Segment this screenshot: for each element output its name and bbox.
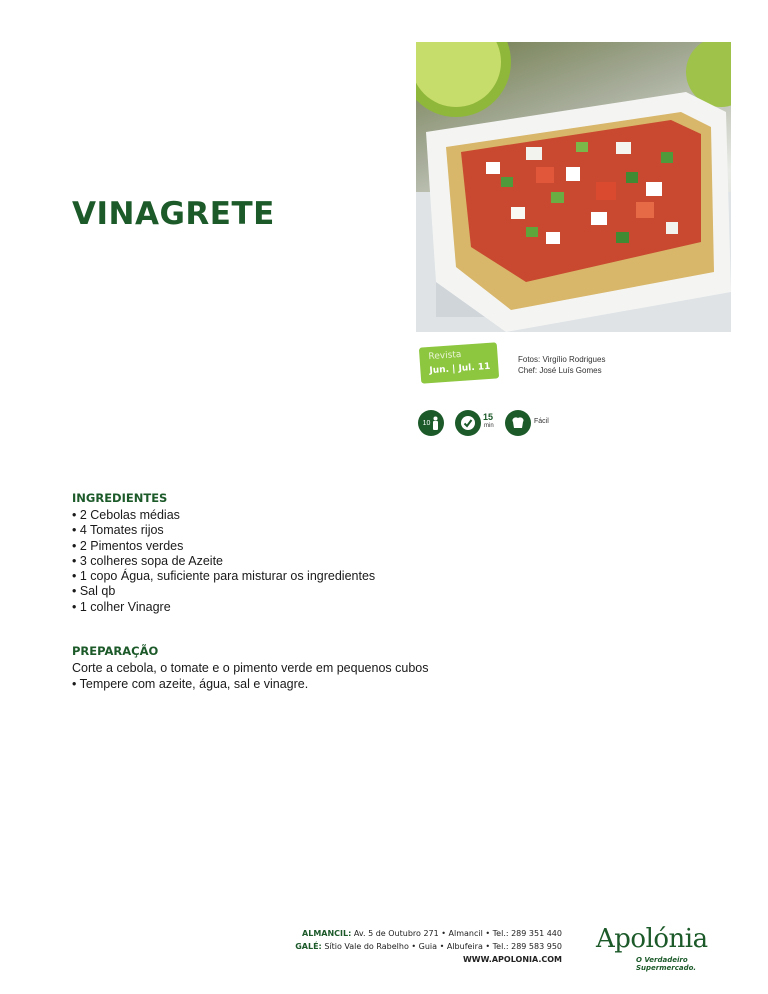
time-value: 15: [483, 412, 494, 422]
list-item: • 1 copo Água, suficiente para misturar os ingredientes: [72, 569, 376, 584]
badge-label: Revista: [428, 349, 462, 363]
recipe-photo: [416, 42, 731, 332]
recipe-title: VINAGRETE: [72, 196, 275, 232]
almancil-label: ALMANCIL:: [302, 929, 352, 938]
time-unit: min: [484, 423, 494, 429]
preparation-line: • Tempere com azeite, água, sal e vinagre.: [72, 676, 309, 691]
photo-credit: Fotos: Virgílio Rodrigues: [518, 355, 606, 364]
servings-value: 10: [422, 419, 431, 427]
list-item: • 2 Pimentos verdes: [72, 538, 184, 553]
preparation-line: Corte a cebola, o tomate e o pimento verde em pequenos cubos: [72, 661, 429, 675]
clock-icon: [455, 410, 481, 436]
difficulty-label: Fácil: [534, 418, 549, 425]
badge-issue: Jun. | Jul. 11: [429, 361, 491, 377]
vinaigrette-dish-illustration: [416, 42, 731, 332]
list-item: • 2 Cebolas médias: [72, 508, 180, 522]
list-item: • 4 Tomates rijos: [72, 523, 164, 538]
list-item: • 1 colher Vinagre: [72, 599, 171, 614]
brand-name: Apolónia: [596, 924, 708, 954]
credits: [518, 354, 605, 376]
list-item: • Sal qb: [72, 584, 116, 599]
ingredients-heading: INGREDIENTES: [72, 491, 168, 505]
website-link[interactable]: WWW.APOLONIA.COM: [462, 955, 562, 964]
servings-icon: [418, 410, 444, 436]
apolonia-logo: [596, 924, 736, 972]
store-addresses: [295, 927, 562, 966]
gale-label: GALÉ:: [295, 942, 322, 951]
ingredients-list: [72, 508, 375, 615]
preparation-text: [72, 661, 428, 692]
gale-address: Sítio Vale do Rabelho • Guia • Albufeira • Tel.: 289 583 950: [324, 942, 562, 951]
almancil-address: Av. 5 de Outubro 271 • Almancil • Tel.: 289 351 440: [353, 929, 562, 938]
chef-credit: Chef: José Luís Gomes: [518, 366, 602, 375]
chef-hat-icon: [505, 410, 531, 436]
magazine-badge: [419, 342, 499, 383]
brand-tagline: O Verdadeiro Supermercado.: [636, 956, 697, 972]
list-item: • 3 colheres sopa de Azeite: [72, 553, 224, 568]
preparation-heading: PREPARAÇÃO: [72, 644, 159, 658]
